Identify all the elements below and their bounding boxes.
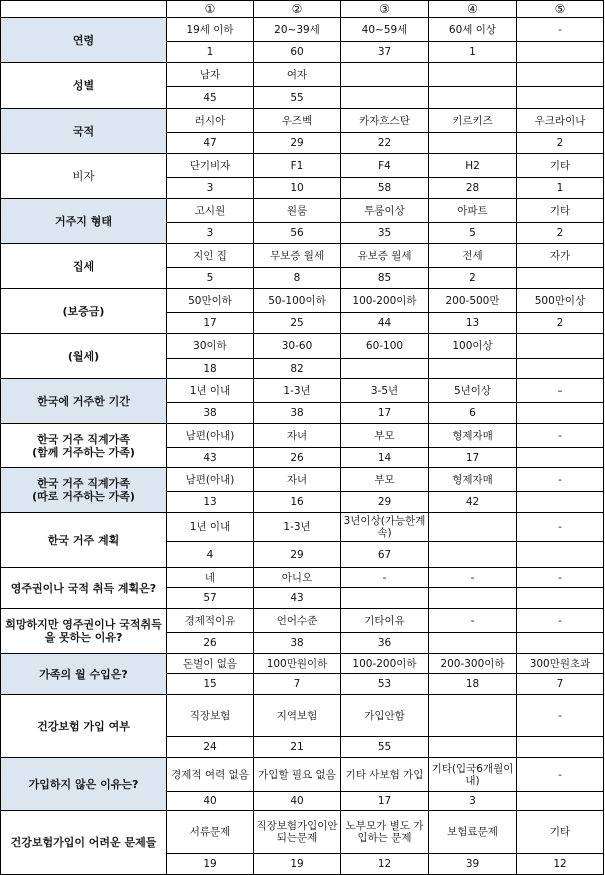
count-cell: 13 bbox=[429, 313, 517, 334]
question-label: 한국 거주 계획 bbox=[1, 513, 167, 568]
question-label: 가입하지 않은 이유는? bbox=[1, 758, 167, 811]
count-cell: 17 bbox=[429, 448, 517, 468]
option-cell: - bbox=[429, 609, 517, 633]
option-cell: H2 bbox=[429, 154, 517, 178]
option-row bbox=[1, 244, 604, 268]
column-header: ① bbox=[167, 1, 254, 18]
option-cell: 60세 이상 bbox=[429, 18, 517, 42]
question-label: 국적 bbox=[1, 109, 167, 154]
option-cell: 30이하 bbox=[167, 334, 254, 359]
option-row bbox=[1, 758, 604, 792]
question-label: 한국에 거주한 기간 bbox=[1, 379, 167, 424]
option-cell: 100-200이하 bbox=[341, 654, 429, 674]
option-cell: 러시아 bbox=[167, 109, 254, 133]
question-label: 연령 bbox=[1, 18, 167, 63]
option-cell: 60-100 bbox=[341, 334, 429, 359]
count-cell bbox=[429, 588, 517, 609]
option-cell: 자녀 bbox=[254, 424, 341, 448]
option-cell: 키르키즈 bbox=[429, 109, 517, 133]
option-cell: 기타(입국6개월이내) bbox=[429, 758, 517, 792]
count-cell: 2 bbox=[517, 223, 604, 244]
count-cell: 60 bbox=[254, 42, 341, 63]
question-label: 가족의 월 수입은? bbox=[1, 654, 167, 695]
count-cell bbox=[517, 542, 604, 568]
option-row bbox=[1, 468, 604, 492]
option-cell: 서류문제 bbox=[167, 811, 254, 854]
option-cell: 가입할 필요 없음 bbox=[254, 758, 341, 792]
question-label: 비자 bbox=[1, 154, 167, 199]
count-cell bbox=[517, 737, 604, 758]
option-cell: 돈벌이 없음 bbox=[167, 654, 254, 674]
count-cell: 36 bbox=[341, 633, 429, 654]
count-cell: 29 bbox=[254, 133, 341, 154]
count-cell: 55 bbox=[254, 87, 341, 109]
header-corner bbox=[1, 1, 167, 18]
count-cell bbox=[429, 87, 517, 109]
option-cell: - bbox=[517, 18, 604, 42]
option-cell: F4 bbox=[341, 154, 429, 178]
option-row bbox=[1, 63, 604, 87]
option-cell bbox=[517, 63, 604, 87]
count-cell: 14 bbox=[341, 448, 429, 468]
count-cell: 58 bbox=[341, 178, 429, 199]
question-label: 건강보험가입이 어려운 문제들 bbox=[1, 811, 167, 875]
option-cell: - bbox=[517, 609, 604, 633]
option-cell: - bbox=[517, 568, 604, 588]
option-cell: 지역보험 bbox=[254, 695, 341, 737]
option-cell: 경제적 여력 없음 bbox=[167, 758, 254, 792]
option-cell: 남자 bbox=[167, 63, 254, 87]
question-label: 거주지 형태 bbox=[1, 199, 167, 244]
count-cell bbox=[517, 268, 604, 289]
option-cell: 남편(아내) bbox=[167, 424, 254, 448]
option-cell bbox=[429, 63, 517, 87]
count-cell: 7 bbox=[517, 674, 604, 695]
count-cell bbox=[341, 588, 429, 609]
option-cell: 경제적이유 bbox=[167, 609, 254, 633]
count-cell: 3 bbox=[167, 178, 254, 199]
option-cell bbox=[429, 695, 517, 737]
option-row bbox=[1, 154, 604, 178]
count-cell: 12 bbox=[341, 854, 429, 875]
option-cell: 직장보험가입이안되는문제 bbox=[254, 811, 341, 854]
option-cell: 50-100이하 bbox=[254, 289, 341, 313]
option-row bbox=[1, 568, 604, 588]
count-cell: 2 bbox=[429, 268, 517, 289]
count-cell: 1 bbox=[167, 42, 254, 63]
option-cell: 19세 이하 bbox=[167, 18, 254, 42]
option-cell: 투룸이상 bbox=[341, 199, 429, 223]
option-cell: 노부모가 별도 가입하는 문제 bbox=[341, 811, 429, 854]
count-cell bbox=[517, 87, 604, 109]
count-cell: 45 bbox=[167, 87, 254, 109]
option-cell: 유보증 월세 bbox=[341, 244, 429, 268]
count-cell: 24 bbox=[167, 737, 254, 758]
option-row bbox=[1, 695, 604, 737]
option-cell bbox=[341, 63, 429, 87]
count-cell: 13 bbox=[167, 492, 254, 513]
count-cell: 3 bbox=[429, 792, 517, 811]
count-cell: 38 bbox=[254, 403, 341, 424]
option-cell: 3년이상(가능한계속) bbox=[341, 513, 429, 542]
option-cell: 200-500만 bbox=[429, 289, 517, 313]
count-cell: 29 bbox=[341, 492, 429, 513]
option-cell bbox=[517, 334, 604, 359]
count-cell bbox=[517, 792, 604, 811]
count-cell: 57 bbox=[167, 588, 254, 609]
count-cell: 38 bbox=[167, 403, 254, 424]
count-cell: 29 bbox=[254, 542, 341, 568]
option-cell: 고시원 bbox=[167, 199, 254, 223]
option-cell bbox=[429, 513, 517, 542]
count-cell: 55 bbox=[341, 737, 429, 758]
count-cell: 16 bbox=[254, 492, 341, 513]
count-cell: 4 bbox=[167, 542, 254, 568]
option-cell: 1-3년 bbox=[254, 379, 341, 403]
count-cell bbox=[517, 359, 604, 379]
count-cell bbox=[429, 133, 517, 154]
option-row bbox=[1, 199, 604, 223]
count-cell: 10 bbox=[254, 178, 341, 199]
count-cell: 17 bbox=[341, 792, 429, 811]
option-cell: 200-300이하 bbox=[429, 654, 517, 674]
survey-table-body bbox=[1, 1, 604, 875]
count-cell: 56 bbox=[254, 223, 341, 244]
option-cell: 언어수준 bbox=[254, 609, 341, 633]
count-cell bbox=[341, 359, 429, 379]
option-cell: 직장보험 bbox=[167, 695, 254, 737]
count-cell: 28 bbox=[429, 178, 517, 199]
option-row bbox=[1, 424, 604, 448]
option-cell: 100이상 bbox=[429, 334, 517, 359]
option-row bbox=[1, 334, 604, 359]
option-cell: 부모 bbox=[341, 468, 429, 492]
column-header: ③ bbox=[341, 1, 429, 18]
question-label: 성별 bbox=[1, 63, 167, 109]
count-cell: 3 bbox=[167, 223, 254, 244]
count-cell: 37 bbox=[341, 42, 429, 63]
option-cell: 1년 이내 bbox=[167, 513, 254, 542]
option-cell: 40~59세 bbox=[341, 18, 429, 42]
option-cell: 부모 bbox=[341, 424, 429, 448]
option-row bbox=[1, 654, 604, 674]
count-cell: 1 bbox=[517, 178, 604, 199]
count-cell: 42 bbox=[429, 492, 517, 513]
option-row bbox=[1, 513, 604, 542]
count-cell: 85 bbox=[341, 268, 429, 289]
header-row bbox=[1, 1, 604, 18]
option-cell: 기타 bbox=[517, 154, 604, 178]
count-cell: 21 bbox=[254, 737, 341, 758]
option-cell: 기타 bbox=[517, 199, 604, 223]
option-cell: 원룸 bbox=[254, 199, 341, 223]
option-row bbox=[1, 109, 604, 133]
option-cell: 기타이유 bbox=[341, 609, 429, 633]
option-cell: - bbox=[517, 758, 604, 792]
count-cell: 26 bbox=[167, 633, 254, 654]
count-cell: 17 bbox=[341, 403, 429, 424]
count-cell: 43 bbox=[167, 448, 254, 468]
count-cell: 12 bbox=[517, 854, 604, 875]
column-header: ② bbox=[254, 1, 341, 18]
option-cell: 100-200이하 bbox=[341, 289, 429, 313]
option-cell: 단기비자 bbox=[167, 154, 254, 178]
option-cell: 100만원이하 bbox=[254, 654, 341, 674]
count-cell: 8 bbox=[254, 268, 341, 289]
option-cell: 1-3년 bbox=[254, 513, 341, 542]
count-cell: 19 bbox=[254, 854, 341, 875]
option-cell: - bbox=[517, 695, 604, 737]
option-row bbox=[1, 18, 604, 42]
option-cell: 500만이상 bbox=[517, 289, 604, 313]
count-cell bbox=[517, 633, 604, 654]
option-cell: 기타 사보험 가입 bbox=[341, 758, 429, 792]
option-cell: F1 bbox=[254, 154, 341, 178]
option-cell: 1년 이내 bbox=[167, 379, 254, 403]
option-cell: 300만원초과 bbox=[517, 654, 604, 674]
count-cell: 18 bbox=[429, 674, 517, 695]
count-cell: 39 bbox=[429, 854, 517, 875]
count-cell: 18 bbox=[167, 359, 254, 379]
count-cell bbox=[429, 542, 517, 568]
question-label: (월세) bbox=[1, 334, 167, 379]
count-cell bbox=[517, 448, 604, 468]
question-label: 희망하지만 영주권이나 국적취득을 못하는 이유? bbox=[1, 609, 167, 654]
option-cell: 자녀 bbox=[254, 468, 341, 492]
option-cell: 30-60 bbox=[254, 334, 341, 359]
option-cell: 네 bbox=[167, 568, 254, 588]
option-row bbox=[1, 811, 604, 854]
option-row bbox=[1, 609, 604, 633]
count-cell: 7 bbox=[254, 674, 341, 695]
count-cell: 35 bbox=[341, 223, 429, 244]
option-cell: 가입안함 bbox=[341, 695, 429, 737]
count-cell: 44 bbox=[341, 313, 429, 334]
option-cell: 카자흐스탄 bbox=[341, 109, 429, 133]
count-cell: 22 bbox=[341, 133, 429, 154]
count-cell: 43 bbox=[254, 588, 341, 609]
option-cell: - bbox=[517, 513, 604, 542]
count-cell: 53 bbox=[341, 674, 429, 695]
count-cell: 26 bbox=[254, 448, 341, 468]
count-cell: 6 bbox=[429, 403, 517, 424]
count-cell bbox=[517, 588, 604, 609]
question-label: 집세 bbox=[1, 244, 167, 289]
count-cell: 2 bbox=[517, 313, 604, 334]
option-cell: – bbox=[517, 379, 604, 403]
option-cell: 형제자매 bbox=[429, 468, 517, 492]
count-cell: 1 bbox=[429, 42, 517, 63]
option-cell: 지인 집 bbox=[167, 244, 254, 268]
count-cell: 40 bbox=[167, 792, 254, 811]
count-cell: 15 bbox=[167, 674, 254, 695]
option-cell: - bbox=[517, 468, 604, 492]
option-cell: 20~39세 bbox=[254, 18, 341, 42]
count-cell bbox=[429, 359, 517, 379]
count-cell bbox=[429, 633, 517, 654]
count-cell: 47 bbox=[167, 133, 254, 154]
option-row bbox=[1, 289, 604, 313]
count-cell bbox=[517, 492, 604, 513]
count-cell bbox=[517, 403, 604, 424]
count-cell: 19 bbox=[167, 854, 254, 875]
option-cell: 우크라이나 bbox=[517, 109, 604, 133]
option-cell: 전세 bbox=[429, 244, 517, 268]
option-cell: - bbox=[341, 568, 429, 588]
option-cell: 아파트 bbox=[429, 199, 517, 223]
question-label: (보증금) bbox=[1, 289, 167, 334]
question-label: 영주권이나 국적 취득 계획은? bbox=[1, 568, 167, 609]
option-cell: - bbox=[429, 568, 517, 588]
option-cell: 아니오 bbox=[254, 568, 341, 588]
option-cell: 3-5년 bbox=[341, 379, 429, 403]
option-cell: 우즈벡 bbox=[254, 109, 341, 133]
count-cell bbox=[517, 42, 604, 63]
count-cell: 2 bbox=[517, 133, 604, 154]
option-cell: 5년이상 bbox=[429, 379, 517, 403]
option-cell: - bbox=[517, 424, 604, 448]
question-label: 한국 거주 직계가족 (따로 거주하는 가족) bbox=[1, 468, 167, 513]
question-label: 건강보험 가입 여부 bbox=[1, 695, 167, 758]
count-cell: 17 bbox=[167, 313, 254, 334]
option-cell: 자가 bbox=[517, 244, 604, 268]
option-cell: 보험료문제 bbox=[429, 811, 517, 854]
option-cell: 50만이하 bbox=[167, 289, 254, 313]
count-cell: 5 bbox=[429, 223, 517, 244]
column-header: ⑤ bbox=[517, 1, 604, 18]
count-cell: 38 bbox=[254, 633, 341, 654]
column-header: ④ bbox=[429, 1, 517, 18]
option-cell: 형제자매 bbox=[429, 424, 517, 448]
count-cell: 82 bbox=[254, 359, 341, 379]
option-cell: 기타 bbox=[517, 811, 604, 854]
option-row bbox=[1, 379, 604, 403]
option-cell: 무보증 월세 bbox=[254, 244, 341, 268]
count-cell bbox=[341, 87, 429, 109]
option-cell: 남편(아내) bbox=[167, 468, 254, 492]
count-cell: 67 bbox=[341, 542, 429, 568]
count-cell: 40 bbox=[254, 792, 341, 811]
question-label: 한국 거주 직계가족 (함께 거주하는 가족) bbox=[1, 424, 167, 468]
count-cell: 5 bbox=[167, 268, 254, 289]
count-cell bbox=[429, 737, 517, 758]
option-cell: 여자 bbox=[254, 63, 341, 87]
count-cell: 25 bbox=[254, 313, 341, 334]
